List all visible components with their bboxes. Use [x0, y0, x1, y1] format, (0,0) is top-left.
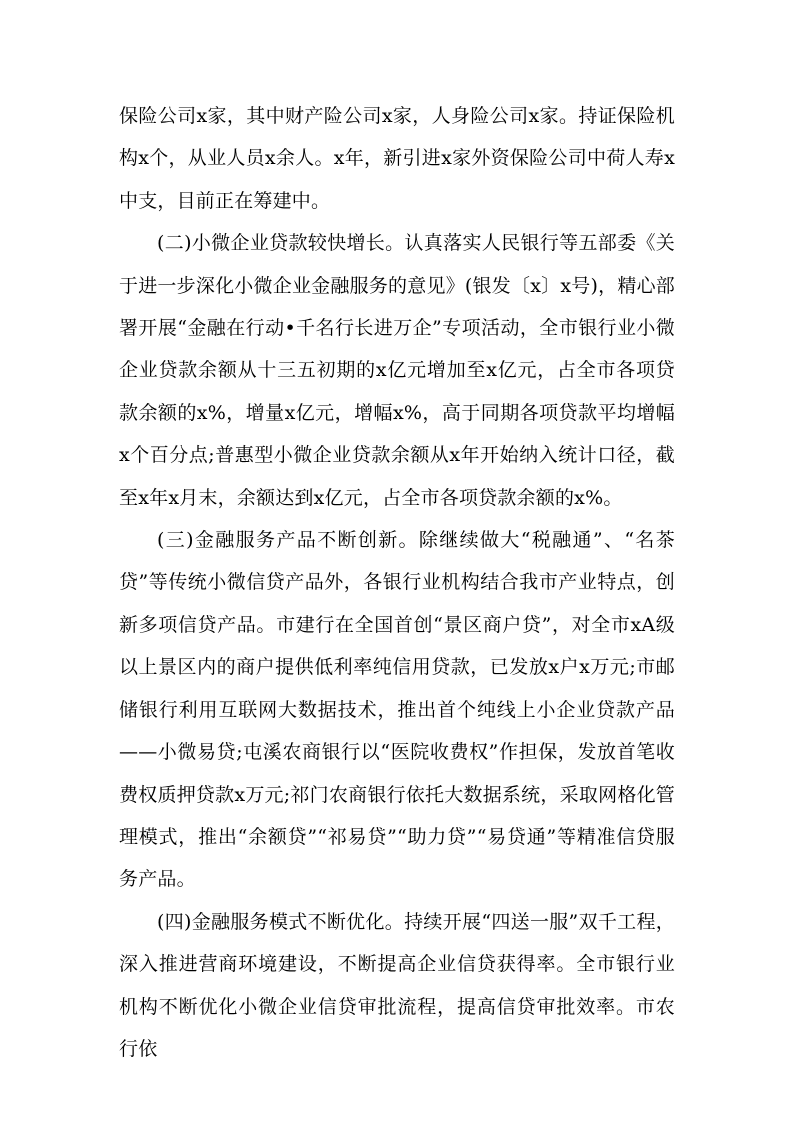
paragraph-service-model: (四)金融服务模式不断优化。持续开展“四送一服”双千工程，深入推进营商环境建设，不断提高企业信贷获得率。全市银行业机构不断优化小微企业信贷审批流程，提高信贷审批效率。市农行依	[119, 910, 675, 1060]
paragraph-small-micro-loans: (二)小微企业贷款较快增长。认真落实人民银行等五部委《关于进一步深化小微企业金融服务的意见》(银发〔x〕x号)，精心部署开展“金融在行动•千名行长进万企”专项活动，全市银行业小微企业贷款余额从十三五初期的x亿元增加至x亿元，占全市各项贷款余额的x%，增量x亿元，增幅x%，高于同期各项贷款平均增幅x个百分点;普惠型小微企业贷款余额从x年开始纳入统计口径，截至x年x月末，余额达到x亿元，占全市各项贷款余额的x%。	[119, 232, 675, 509]
paragraph-financial-products: (三)金融服务产品不断创新。除继续做大“税融通”、“名茶贷”等传统小微信贷产品外，各银行业机构结合我市产业特点，创新多项信贷产品。市建行在全国首创“景区商户贷”，对全市xA级以上景区内的商户提供低利率纯信用贷款，已发放x户x万元;市邮储银行利用互联网大数据技术，推出首个纯线上小企业贷款产品——小微易贷;屯溪农商银行以“医院收费权”作担保，发放首笔收费权质押贷款x万元;祁门农商银行依托大数据系统，采取网格化管理模式，推出“余额贷”“祁易贷”“助力贷”“易贷通”等精准信贷服务产品。	[119, 529, 675, 891]
document-body	[119, 95, 675, 1070]
paragraph-insurance-overview: 保险公司x家，其中财产险公司x家，人身险公司x家。持证保险机构x个，从业人员x余人。x年，新引进x家外资保险公司中荷人寿x中支，目前正在筹建中。	[119, 105, 675, 212]
